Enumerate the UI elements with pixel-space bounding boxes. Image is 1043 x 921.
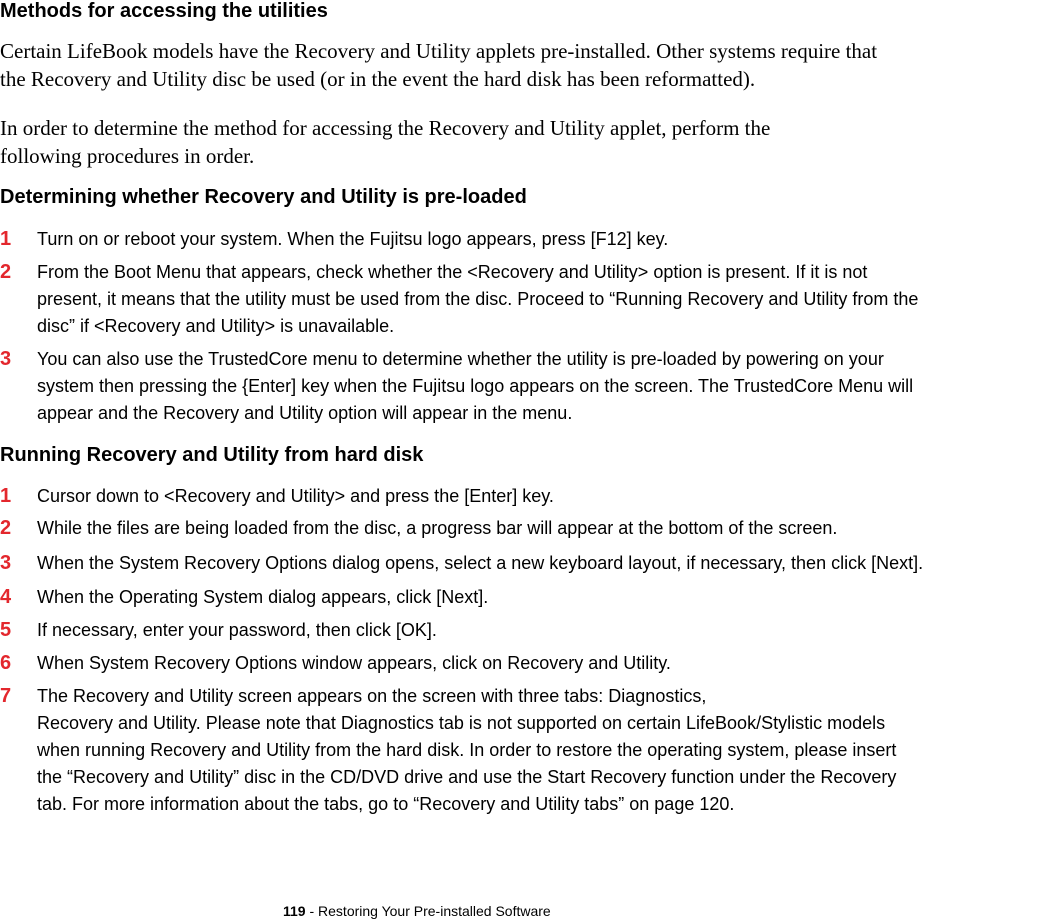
step-line: the “Recovery and Utility” disc in the CD/DVD drive and use the Start Recovery function under the Recovery — [37, 767, 897, 787]
step-number: 2 — [0, 261, 12, 283]
step-number: 1 — [0, 228, 12, 250]
step-number: 7 — [0, 685, 12, 707]
step-number: 6 — [0, 652, 12, 674]
section-heading-methods: Methods for accessing the utilities — [0, 0, 328, 22]
step-line: When System Recovery Options window appears, click on Recovery and Utility. — [37, 653, 671, 673]
step-text — [37, 584, 1043, 611]
step-text — [37, 515, 1043, 542]
step-line: appear and the Recovery and Utility option will appear in the menu. — [37, 403, 573, 423]
step-line: When the System Recovery Options dialog opens, select a new keyboard layout, if necessary, then click [Next]. — [37, 553, 924, 573]
step-line: when running Recovery and Utility from the hard disk. In order to restore the operating system, please insert — [37, 740, 897, 760]
step-line: Cursor down to <Recovery and Utility> and press the [Enter] key. — [37, 486, 554, 506]
step-line: When the Operating System dialog appears, click [Next]. — [37, 587, 489, 607]
section-heading-running: Running Recovery and Utility from hard disk — [0, 444, 424, 466]
step-text — [37, 550, 1043, 577]
step-number: 2 — [0, 517, 12, 539]
step-line: system then pressing the {Enter] key when the Fujitsu logo appears on the screen. The TrustedCore Menu will — [37, 376, 914, 396]
step-line: You can also use the TrustedCore menu to determine whether the utility is pre-loaded by powering on your — [37, 349, 884, 369]
step-number: 3 — [0, 552, 12, 574]
footer-text: - Restoring Your Pre-installed Software — [305, 903, 551, 919]
step-line: Turn on or reboot your system. When the Fujitsu logo appears, press [F12] key. — [37, 229, 669, 249]
step-line: present, it means that the utility must be used from the disc. Proceed to “Running Recovery and Utility from the — [37, 289, 919, 309]
step-line: Recovery and Utility. Please note that Diagnostics tab is not supported on certain LifeBook/Stylistic models — [37, 713, 886, 733]
step-line: While the files are being loaded from the disc, a progress bar will appear at the bottom of the screen. — [37, 518, 838, 538]
step-number: 4 — [0, 586, 12, 608]
method-paragraph — [0, 114, 1040, 170]
intro-paragraph — [0, 37, 1040, 93]
step-line: tab. For more information about the tabs, go to “Recovery and Utility tabs” on page 120. — [37, 794, 735, 814]
step-line: From the Boot Menu that appears, check whether the <Recovery and Utility> option is present. If it is not — [37, 262, 868, 282]
step-text — [37, 650, 1043, 677]
step-text — [37, 483, 1043, 510]
page-number: 119 — [283, 903, 306, 919]
step-text — [37, 259, 1043, 340]
step-line: disc” if <Recovery and Utility> is unavailable. — [37, 316, 395, 336]
step-number: 5 — [0, 619, 12, 641]
intro-line-2: the Recovery and Utility disc be used (or in the event the hard disk has been reformatted). — [0, 67, 756, 91]
step-text — [37, 683, 1043, 818]
step-text — [37, 617, 1043, 644]
step-number: 3 — [0, 348, 12, 370]
intro-line-1: Certain LifeBook models have the Recovery and Utility applets pre-installed. Other systems require that — [0, 39, 878, 63]
step-number: 1 — [0, 485, 12, 507]
step-line: The Recovery and Utility screen appears on the screen with three tabs: Diagnostics, — [37, 686, 707, 706]
step-text — [37, 226, 1043, 253]
method-line-1: In order to determine the method for accessing the Recovery and Utility applet, perform the — [0, 116, 771, 140]
step-text — [37, 346, 1043, 427]
step-line: If necessary, enter your password, then click [OK]. — [37, 620, 437, 640]
method-line-2: following procedures in order. — [0, 144, 255, 168]
page-footer — [283, 902, 551, 920]
section-heading-determining: Determining whether Recovery and Utility is pre-loaded — [0, 186, 527, 208]
